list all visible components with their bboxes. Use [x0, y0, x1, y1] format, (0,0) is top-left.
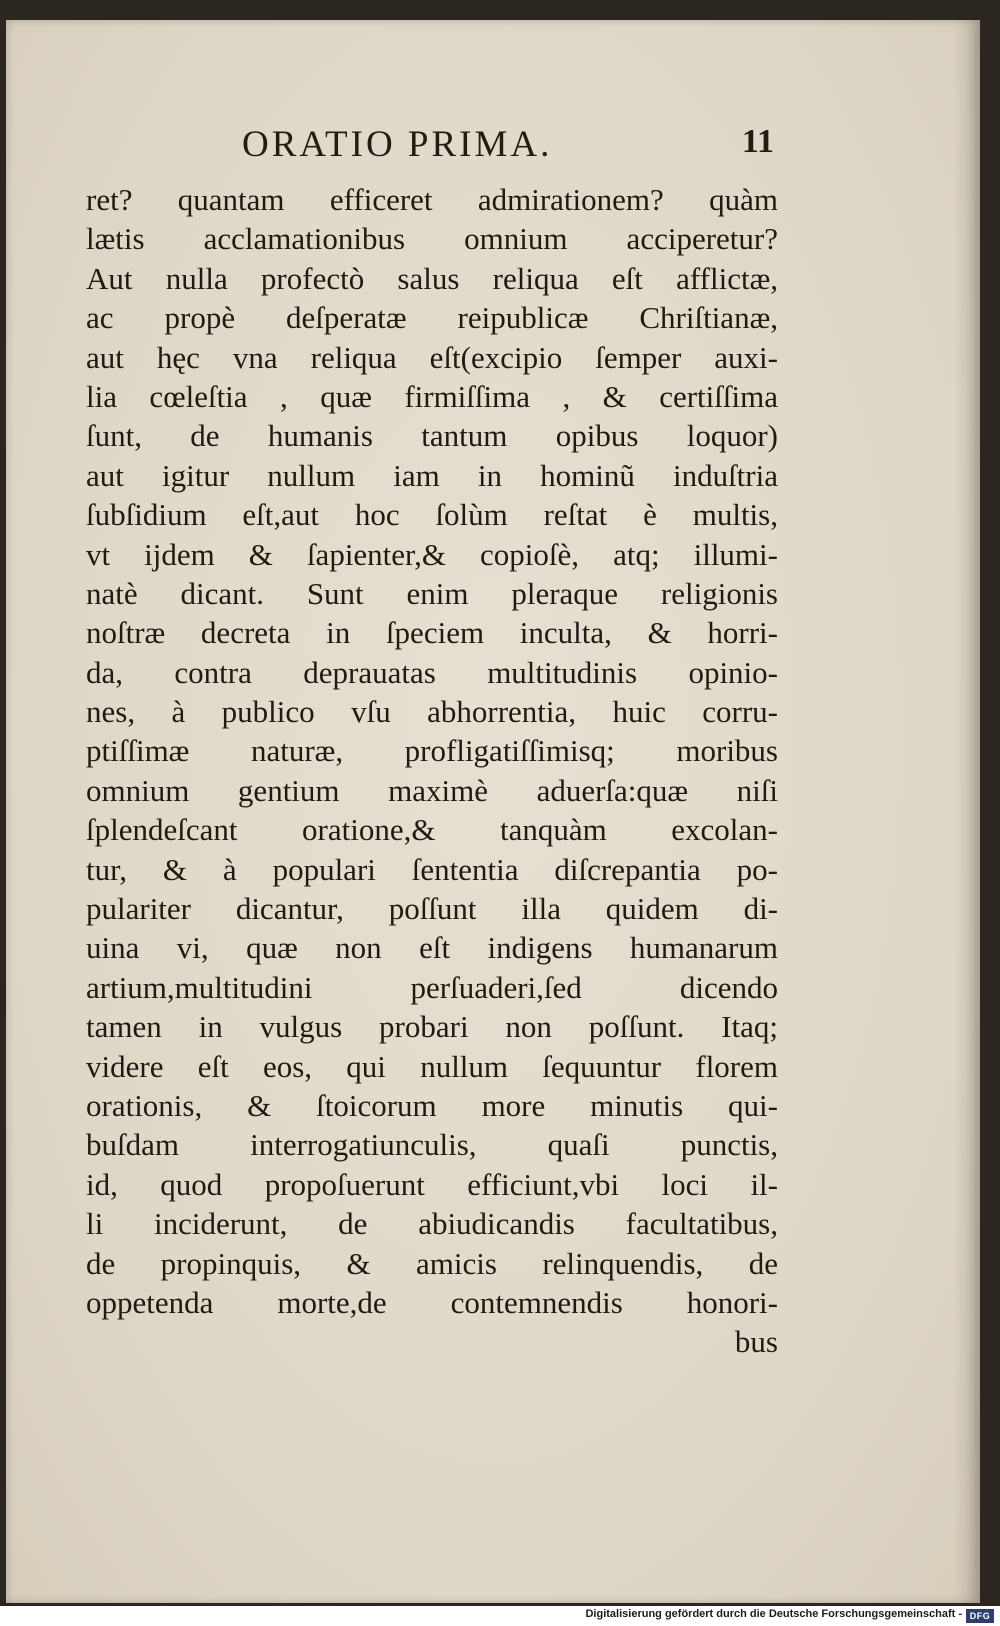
- funding-credit: Digitalisierung gefördert durch die Deutsche Forschungsgemeinschaft -: [585, 1608, 962, 1620]
- page-fold-shadow: [954, 20, 980, 1603]
- text-line: oppetenda morte,de contemnendis honori-: [86, 1284, 778, 1320]
- text-line: natè dicant. Sunt enim pleraque religionis: [86, 575, 778, 611]
- text-line: uina vi, quæ non eſt indigens humanarum: [86, 930, 778, 966]
- text-line: omnium gentium maximè aduerſa:quæ niſi: [86, 772, 778, 808]
- book-page: [6, 20, 980, 1603]
- text-line: buſdam interrogatiunculis, quaſi punctis,: [86, 1127, 778, 1163]
- catchword: bus: [734, 1324, 778, 1360]
- text-line: noſtræ decreta in ſpeciem inculta, & horri-: [86, 615, 778, 651]
- text-line: orationis, & ſtoicorum more minutis qui-: [86, 1087, 778, 1123]
- page-number: 11: [741, 123, 774, 160]
- text-line: ret? quantam efficeret admirationem? quàm: [86, 182, 778, 217]
- text-line: ptiſſimæ naturæ, profligatiſſimisq; moribus: [86, 733, 778, 769]
- body-text: [86, 180, 778, 1362]
- digitization-footer: [0, 1606, 1000, 1626]
- text-line: lia cœleſtia , quæ firmiſſima , & certiſſima: [86, 378, 778, 414]
- text-line: videre eſt eos, qui nullum ſequuntur florem: [86, 1048, 778, 1084]
- running-head: ORATIO PRIMA.: [242, 124, 553, 165]
- text-line: de propinquis, & amicis relinquendis, de: [86, 1245, 778, 1281]
- text-line: Aut nulla profectò salus reliqua eſt afflictæ,: [86, 260, 778, 296]
- text-line: nes, à publico vſu abhorrentia, huic corru-: [86, 694, 778, 730]
- text-line: ſubſidium eſt,aut hoc ſolùm reſtat è multis,: [86, 497, 778, 533]
- dfg-logo: DFG: [966, 1609, 994, 1623]
- text-line: lætis acclamationibus omnium acciperetur?: [86, 221, 778, 257]
- text-line: li inciderunt, de abiudicandis facultatibus,: [86, 1206, 778, 1242]
- text-line: artium,multitudini perſuaderi,ſed dicendo: [86, 969, 778, 1005]
- text-line: vt ijdem & ſapienter,& copioſè, atq; illumi-: [86, 536, 778, 572]
- page-header: [84, 123, 774, 173]
- text-line: tamen in vulgus probari non poſſunt. Itaq;: [86, 1009, 778, 1045]
- text-line: ſplendeſcant oratione,& tanquàm excolan-: [86, 812, 778, 848]
- text-line: id, quod propoſuerunt efficiunt,vbi loci il-: [86, 1166, 778, 1202]
- text-line: da, contra deprauatas multitudinis opinio-: [86, 654, 778, 690]
- text-line: aut igitur nullum iam in hominũ induſtria: [86, 457, 778, 493]
- text-line: aut hęc vna reliqua eſt(excipio ſemper auxi-: [86, 339, 778, 375]
- text-line: ac propè deſperatæ reipublicæ Chriſtianæ,: [86, 300, 778, 336]
- text-line: pulariter dicantur, poſſunt illa quidem di-: [86, 891, 778, 927]
- text-line: ſunt, de humanis tantum opibus loquor): [86, 418, 778, 454]
- text-line: tur, & à populari ſententia diſcrepantia po-: [86, 851, 778, 887]
